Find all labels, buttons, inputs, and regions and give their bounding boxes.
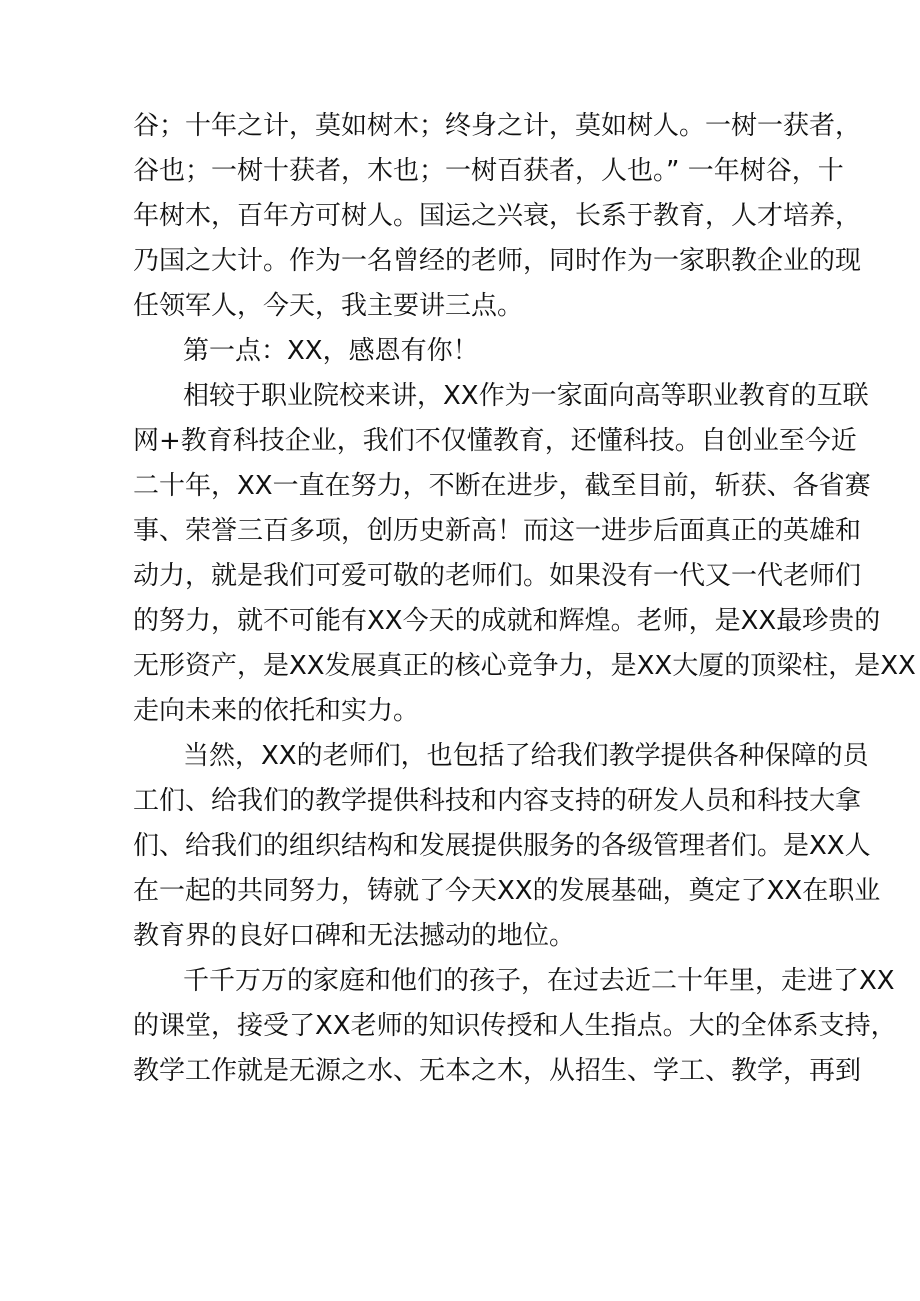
section-heading: 第一点：XX，感恩有你！: [183, 336, 479, 366]
text-line: 相较于职业院校来讲，XX作为一家面向高等职业教育的互联: [183, 381, 869, 411]
text-line: 千千万万的家庭和他们的孩子，在过去近二十年里，走进了XX: [183, 966, 895, 996]
text-line: 事、荣誉三百多项，创历史新高！而这一进步后面真正的英雄和: [133, 516, 862, 546]
text-line: 谷也；一树十获者，木也；一树百获者，人也。” 一年树谷，十: [133, 156, 844, 186]
text-line: 任领军人，今天，我主要讲三点。: [133, 291, 524, 321]
text-line: 的努力，就不可能有XX今天的成就和辉煌。老师，是XX最珍贵的: [133, 606, 881, 636]
text-line: 的课堂，接受了XX老师的知识传授和人生指点。大的全体系支持，: [133, 1011, 897, 1041]
text-line: 们、给我们的组织结构和发展提供服务的各级管理者们。是XX人: [133, 831, 871, 861]
text-line: 教学工作就是无源之水、无本之木，从招生、学工、教学，再到: [133, 1056, 862, 1086]
text-line: 谷；十年之计，莫如树木；终身之计，莫如树人。一树一获者，: [133, 111, 862, 141]
text-line: 网+教育科技企业，我们不仅懂教育，还懂科技。自创业至今近: [133, 426, 857, 456]
text-line: 动力，就是我们可爱可敬的老师们。如果没有一代又一代老师们: [133, 561, 862, 591]
text-line: 走向未来的依托和实力。: [133, 696, 420, 726]
body-text: [133, 104, 916, 1094]
text-line: 年树木，百年方可树人。国运之兴衰，长系于教育，人才培养，: [133, 201, 862, 231]
text-line: 在一起的共同努力，铸就了今天XX的发展基础，奠定了XX在职业: [133, 876, 881, 906]
text-line: 乃国之大计。作为一名曾经的老师，同时作为一家职教企业的现: [133, 246, 862, 276]
text-line: 二十年，XX一直在努力，不断在进步，截至目前，斩获、各省赛: [133, 471, 871, 501]
text-line: 当然，XX的老师们，也包括了给我们教学提供各种保障的员: [183, 741, 869, 771]
text-line: 无形资产，是XX发展真正的核心竞争力，是XX大厦的顶梁柱，是XX: [133, 651, 916, 681]
text-line: 教育界的良好口碑和无法撼动的地位。: [133, 921, 576, 951]
text-line: 工们、给我们的教学提供科技和内容支持的研发人员和科技大拿: [133, 786, 862, 816]
